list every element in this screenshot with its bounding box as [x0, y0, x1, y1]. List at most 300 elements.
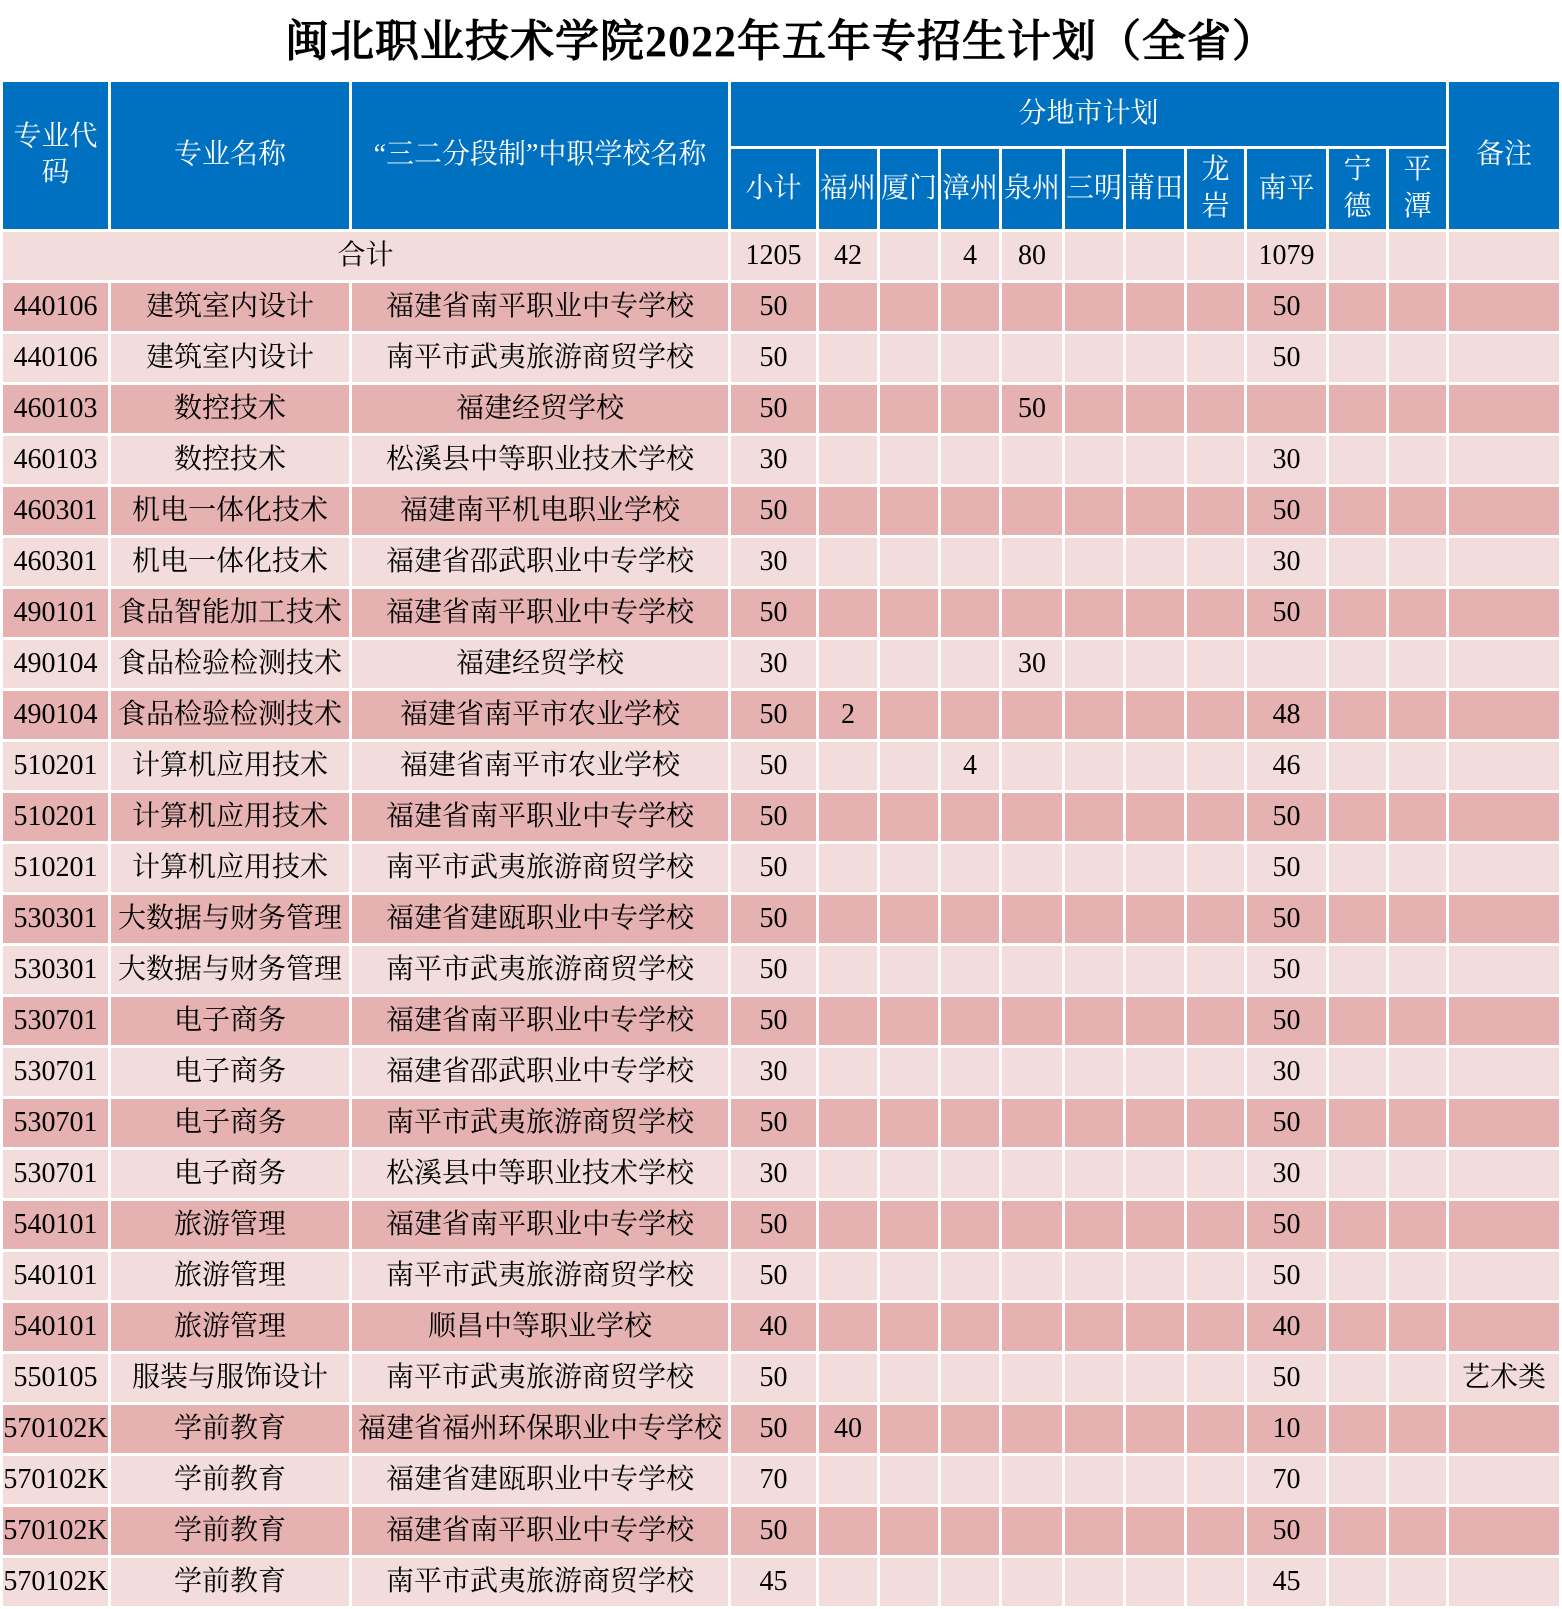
- city-value-cell: [880, 436, 938, 484]
- city-value-cell: 30: [731, 640, 816, 688]
- school-name-cell: 福建省福州环保职业中专学校: [352, 1405, 728, 1453]
- city-value-cell: [1389, 1048, 1446, 1096]
- city-value-cell: [1002, 487, 1062, 535]
- city-value-cell: [941, 640, 999, 688]
- city-value-cell: 70: [731, 1456, 816, 1504]
- city-value-cell: [1126, 946, 1184, 994]
- city-value-cell: [1329, 487, 1386, 535]
- city-value-cell: [1002, 283, 1062, 331]
- city-value-cell: [880, 1558, 938, 1606]
- table-row: [3, 1456, 1559, 1504]
- major-code-cell: 570102K: [3, 1558, 108, 1606]
- table-row: [3, 1354, 1559, 1402]
- city-value-cell: [880, 1405, 938, 1453]
- table-row: [3, 1558, 1559, 1606]
- city-value-cell: [1329, 334, 1386, 382]
- table-row: [3, 1201, 1559, 1249]
- city-value-cell: [1002, 1456, 1062, 1504]
- city-value-cell: 50: [731, 1252, 816, 1300]
- city-value-cell: [1187, 589, 1244, 637]
- city-value-cell: [1187, 1048, 1244, 1096]
- major-code-cell: 550105: [3, 1354, 108, 1402]
- city-value-cell: [1187, 742, 1244, 790]
- city-value-cell: [880, 640, 938, 688]
- city-value-cell: [1002, 1099, 1062, 1147]
- col-header-city-2: 厦门: [880, 149, 938, 229]
- school-name-cell: 南平市武夷旅游商贸学校: [352, 1558, 728, 1606]
- remark-cell: [1449, 334, 1559, 382]
- city-value-cell: [1126, 1201, 1184, 1249]
- city-value-cell: [941, 997, 999, 1045]
- table-row: [3, 589, 1559, 637]
- col-header-remark: 备注: [1449, 82, 1559, 229]
- city-value-cell: [1002, 1252, 1062, 1300]
- city-value-cell: [819, 1303, 877, 1351]
- city-value-cell: [819, 895, 877, 943]
- header-row-top: [3, 82, 1559, 146]
- table-row: [3, 895, 1559, 943]
- city-value-cell: [880, 283, 938, 331]
- city-value-cell: 30: [1002, 640, 1062, 688]
- city-value-cell: [1126, 283, 1184, 331]
- city-value-cell: [1187, 1303, 1244, 1351]
- city-value-cell: [1389, 589, 1446, 637]
- school-name-cell: 福建省南平职业中专学校: [352, 1201, 728, 1249]
- city-value-cell: [1002, 946, 1062, 994]
- city-value-cell: [1065, 283, 1123, 331]
- remark-cell: [1449, 283, 1559, 331]
- city-value-cell: 50: [731, 793, 816, 841]
- school-name-cell: 福建省南平职业中专学校: [352, 1507, 728, 1555]
- major-code-cell: 530701: [3, 1048, 108, 1096]
- total-city-value-cell: [880, 232, 938, 280]
- city-value-cell: [819, 793, 877, 841]
- remark-cell: [1449, 385, 1559, 433]
- city-value-cell: [1065, 1303, 1123, 1351]
- city-value-cell: [1329, 1048, 1386, 1096]
- table-row: [3, 1048, 1559, 1096]
- city-value-cell: 30: [1247, 436, 1326, 484]
- city-value-cell: 50: [731, 1354, 816, 1402]
- city-value-cell: [1002, 997, 1062, 1045]
- school-name-cell: 南平市武夷旅游商贸学校: [352, 844, 728, 892]
- city-value-cell: [1187, 1507, 1244, 1555]
- major-name-cell: 机电一体化技术: [111, 487, 349, 535]
- city-value-cell: [1126, 385, 1184, 433]
- school-name-cell: 福建省建瓯职业中专学校: [352, 1456, 728, 1504]
- city-value-cell: [1002, 1354, 1062, 1402]
- city-value-cell: [819, 640, 877, 688]
- city-value-cell: [1329, 640, 1386, 688]
- city-value-cell: 30: [731, 436, 816, 484]
- col-header-city-8: 南平: [1247, 149, 1326, 229]
- city-value-cell: [941, 1303, 999, 1351]
- city-value-cell: 50: [731, 283, 816, 331]
- city-value-cell: [1389, 1507, 1446, 1555]
- city-value-cell: [1187, 1354, 1244, 1402]
- city-value-cell: [1065, 691, 1123, 739]
- city-value-cell: [880, 1201, 938, 1249]
- city-value-cell: 30: [1247, 538, 1326, 586]
- city-value-cell: [941, 283, 999, 331]
- school-name-cell: 福建经贸学校: [352, 385, 728, 433]
- total-city-value-cell: 42: [819, 232, 877, 280]
- major-code-cell: 530701: [3, 997, 108, 1045]
- city-value-cell: [1126, 1099, 1184, 1147]
- city-value-cell: 50: [731, 895, 816, 943]
- total-city-value-cell: [1126, 232, 1184, 280]
- city-value-cell: [880, 1456, 938, 1504]
- remark-cell: [1449, 640, 1559, 688]
- city-value-cell: [819, 1048, 877, 1096]
- table-row: [3, 538, 1559, 586]
- city-value-cell: [1187, 1456, 1244, 1504]
- col-header-city-4: 泉州: [1002, 149, 1062, 229]
- enrollment-plan-table: [0, 79, 1562, 1609]
- city-value-cell: [1002, 1303, 1062, 1351]
- city-value-cell: 50: [1247, 334, 1326, 382]
- major-code-cell: 510201: [3, 742, 108, 790]
- table-row: [3, 946, 1559, 994]
- col-header-city-plan-group: 分地市计划: [731, 82, 1446, 146]
- remark-cell: [1449, 589, 1559, 637]
- city-value-cell: [1187, 1201, 1244, 1249]
- remark-cell: [1449, 487, 1559, 535]
- table-row: [3, 385, 1559, 433]
- city-value-cell: [1065, 640, 1123, 688]
- total-city-value-cell: [1329, 232, 1386, 280]
- city-value-cell: [1187, 997, 1244, 1045]
- col-header-city-7: 龙岩: [1187, 149, 1244, 229]
- city-value-cell: [1389, 1354, 1446, 1402]
- city-value-cell: [1389, 1456, 1446, 1504]
- city-value-cell: [1002, 691, 1062, 739]
- remark-cell: [1449, 1048, 1559, 1096]
- total-city-value-cell: [1389, 232, 1446, 280]
- city-value-cell: [1065, 385, 1123, 433]
- city-value-cell: [1329, 1354, 1386, 1402]
- major-name-cell: 电子商务: [111, 997, 349, 1045]
- table-row: [3, 1405, 1559, 1453]
- city-value-cell: 30: [1247, 1048, 1326, 1096]
- major-name-cell: 大数据与财务管理: [111, 895, 349, 943]
- city-value-cell: [1065, 334, 1123, 382]
- table-row: [3, 1252, 1559, 1300]
- city-value-cell: [1002, 1558, 1062, 1606]
- city-value-cell: [941, 538, 999, 586]
- city-value-cell: [880, 1150, 938, 1198]
- col-header-major-name: 专业名称: [111, 82, 349, 229]
- city-value-cell: [1389, 436, 1446, 484]
- city-value-cell: [941, 844, 999, 892]
- city-value-cell: [819, 1354, 877, 1402]
- major-code-cell: 460301: [3, 538, 108, 586]
- city-value-cell: [1329, 742, 1386, 790]
- city-value-cell: [1126, 844, 1184, 892]
- city-value-cell: [941, 334, 999, 382]
- col-header-city-6: 莆田: [1126, 149, 1184, 229]
- col-header-school-name: “三二分段制”中职学校名称: [352, 82, 728, 229]
- city-value-cell: [1065, 436, 1123, 484]
- city-value-cell: [1187, 487, 1244, 535]
- remark-cell: [1449, 1099, 1559, 1147]
- major-code-cell: 540101: [3, 1201, 108, 1249]
- remark-cell: [1449, 691, 1559, 739]
- city-value-cell: 50: [1247, 487, 1326, 535]
- major-code-cell: 460103: [3, 436, 108, 484]
- city-value-cell: 30: [1247, 1150, 1326, 1198]
- major-name-cell: 机电一体化技术: [111, 538, 349, 586]
- city-value-cell: 40: [731, 1303, 816, 1351]
- city-value-cell: 50: [1247, 283, 1326, 331]
- city-value-cell: [1002, 742, 1062, 790]
- table-row: [3, 640, 1559, 688]
- col-header-city-3: 漳州: [941, 149, 999, 229]
- remark-cell: [1449, 538, 1559, 586]
- major-code-cell: 490104: [3, 640, 108, 688]
- city-value-cell: 50: [1247, 1354, 1326, 1402]
- major-name-cell: 大数据与财务管理: [111, 946, 349, 994]
- major-code-cell: 460301: [3, 487, 108, 535]
- table-row: [3, 436, 1559, 484]
- city-value-cell: [1065, 793, 1123, 841]
- city-value-cell: 50: [1247, 946, 1326, 994]
- remark-cell: [1449, 1303, 1559, 1351]
- table-row: [3, 691, 1559, 739]
- city-value-cell: [880, 1303, 938, 1351]
- table-row: [3, 844, 1559, 892]
- city-value-cell: [1002, 895, 1062, 943]
- city-value-cell: [880, 1252, 938, 1300]
- city-value-cell: [1126, 793, 1184, 841]
- city-value-cell: [880, 385, 938, 433]
- table-row: [3, 487, 1559, 535]
- city-value-cell: [1126, 487, 1184, 535]
- table-row: [3, 334, 1559, 382]
- city-value-cell: [1389, 640, 1446, 688]
- city-value-cell: [880, 742, 938, 790]
- city-value-cell: [1126, 436, 1184, 484]
- major-name-cell: 旅游管理: [111, 1201, 349, 1249]
- city-value-cell: [1002, 334, 1062, 382]
- major-name-cell: 学前教育: [111, 1456, 349, 1504]
- major-code-cell: 530301: [3, 946, 108, 994]
- city-value-cell: 50: [731, 997, 816, 1045]
- total-remark-cell: [1449, 232, 1559, 280]
- city-value-cell: [1389, 997, 1446, 1045]
- city-value-cell: 50: [1247, 1507, 1326, 1555]
- city-value-cell: [1389, 283, 1446, 331]
- city-value-cell: 50: [731, 385, 816, 433]
- remark-cell: [1449, 1558, 1559, 1606]
- city-value-cell: [941, 1507, 999, 1555]
- major-name-cell: 食品检验检测技术: [111, 691, 349, 739]
- city-value-cell: 50: [1247, 895, 1326, 943]
- major-code-cell: 530701: [3, 1099, 108, 1147]
- school-name-cell: 福建省南平职业中专学校: [352, 793, 728, 841]
- city-value-cell: [941, 895, 999, 943]
- major-name-cell: 电子商务: [111, 1150, 349, 1198]
- city-value-cell: [1126, 1354, 1184, 1402]
- remark-cell: [1449, 742, 1559, 790]
- table-header: [3, 82, 1559, 229]
- city-value-cell: [1389, 895, 1446, 943]
- city-value-cell: [941, 1252, 999, 1300]
- school-name-cell: 福建省建瓯职业中专学校: [352, 895, 728, 943]
- major-name-cell: 电子商务: [111, 1048, 349, 1096]
- major-code-cell: 540101: [3, 1252, 108, 1300]
- city-value-cell: 50: [1247, 844, 1326, 892]
- city-value-cell: [941, 1099, 999, 1147]
- city-value-cell: 50: [1002, 385, 1062, 433]
- city-value-cell: 2: [819, 691, 877, 739]
- city-value-cell: 50: [1247, 997, 1326, 1045]
- city-value-cell: 4: [941, 742, 999, 790]
- city-value-cell: [1187, 1252, 1244, 1300]
- city-value-cell: [819, 1252, 877, 1300]
- city-value-cell: [1002, 1201, 1062, 1249]
- city-value-cell: [1065, 1099, 1123, 1147]
- city-value-cell: 30: [731, 1150, 816, 1198]
- major-name-cell: 电子商务: [111, 1099, 349, 1147]
- city-value-cell: [1329, 1558, 1386, 1606]
- city-value-cell: [1187, 436, 1244, 484]
- city-value-cell: [819, 589, 877, 637]
- major-code-cell: 510201: [3, 793, 108, 841]
- city-value-cell: [1389, 946, 1446, 994]
- city-value-cell: 50: [731, 1201, 816, 1249]
- city-value-cell: [1247, 640, 1326, 688]
- school-name-cell: 福建省邵武职业中专学校: [352, 538, 728, 586]
- school-name-cell: 南平市武夷旅游商贸学校: [352, 1099, 728, 1147]
- city-value-cell: [1329, 946, 1386, 994]
- city-value-cell: [819, 538, 877, 586]
- city-value-cell: [1126, 1558, 1184, 1606]
- major-code-cell: 570102K: [3, 1405, 108, 1453]
- city-value-cell: [1065, 1354, 1123, 1402]
- city-value-cell: [1002, 1507, 1062, 1555]
- table-row: [3, 1150, 1559, 1198]
- col-header-city-9: 宁德: [1329, 149, 1386, 229]
- city-value-cell: [1187, 946, 1244, 994]
- city-value-cell: [1065, 1405, 1123, 1453]
- city-value-cell: 50: [1247, 1201, 1326, 1249]
- city-value-cell: [941, 385, 999, 433]
- school-name-cell: 顺昌中等职业学校: [352, 1303, 728, 1351]
- table-row: [3, 742, 1559, 790]
- col-header-city-10: 平潭: [1389, 149, 1446, 229]
- city-value-cell: [1002, 1405, 1062, 1453]
- city-value-cell: [1389, 742, 1446, 790]
- city-value-cell: [1065, 1201, 1123, 1249]
- city-value-cell: [1329, 385, 1386, 433]
- city-value-cell: [1126, 538, 1184, 586]
- city-value-cell: [819, 1558, 877, 1606]
- page-title: 闽北职业技术学院2022年五年专招生计划（全省）: [285, 17, 1277, 66]
- city-value-cell: [1187, 334, 1244, 382]
- city-value-cell: [819, 1150, 877, 1198]
- city-value-cell: [1389, 1099, 1446, 1147]
- city-value-cell: 50: [731, 334, 816, 382]
- city-value-cell: [1065, 1558, 1123, 1606]
- city-value-cell: 50: [1247, 1252, 1326, 1300]
- city-value-cell: [819, 334, 877, 382]
- total-city-value-cell: 1205: [731, 232, 816, 280]
- major-name-cell: 学前教育: [111, 1405, 349, 1453]
- city-value-cell: [1389, 334, 1446, 382]
- school-name-cell: 南平市武夷旅游商贸学校: [352, 946, 728, 994]
- table-row: [3, 997, 1559, 1045]
- city-value-cell: [1065, 1456, 1123, 1504]
- city-value-cell: [819, 1507, 877, 1555]
- remark-cell: [1449, 895, 1559, 943]
- city-value-cell: [941, 1201, 999, 1249]
- city-value-cell: [941, 487, 999, 535]
- city-value-cell: 45: [731, 1558, 816, 1606]
- city-value-cell: [1002, 793, 1062, 841]
- city-value-cell: [880, 844, 938, 892]
- remark-cell: [1449, 1405, 1559, 1453]
- city-value-cell: [1065, 844, 1123, 892]
- city-value-cell: [1329, 589, 1386, 637]
- city-value-cell: 48: [1247, 691, 1326, 739]
- table-row: [3, 1507, 1559, 1555]
- city-value-cell: 10: [1247, 1405, 1326, 1453]
- city-value-cell: [941, 1405, 999, 1453]
- city-value-cell: [880, 1099, 938, 1147]
- city-value-cell: 50: [1247, 793, 1326, 841]
- total-row-label: 合计: [3, 232, 728, 280]
- city-value-cell: [941, 589, 999, 637]
- city-value-cell: 50: [731, 487, 816, 535]
- city-value-cell: 50: [731, 946, 816, 994]
- city-value-cell: [941, 793, 999, 841]
- city-value-cell: [1187, 1405, 1244, 1453]
- city-value-cell: 50: [731, 1507, 816, 1555]
- remark-cell: [1449, 1150, 1559, 1198]
- major-name-cell: 学前教育: [111, 1558, 349, 1606]
- city-value-cell: [1002, 844, 1062, 892]
- major-name-cell: 数控技术: [111, 385, 349, 433]
- city-value-cell: [1065, 946, 1123, 994]
- city-value-cell: [819, 385, 877, 433]
- city-value-cell: [941, 1354, 999, 1402]
- city-value-cell: [1126, 334, 1184, 382]
- city-value-cell: [941, 1456, 999, 1504]
- city-value-cell: 50: [731, 844, 816, 892]
- city-value-cell: 50: [1247, 589, 1326, 637]
- city-value-cell: [1126, 640, 1184, 688]
- school-name-cell: 南平市武夷旅游商贸学校: [352, 1252, 728, 1300]
- city-value-cell: [1065, 1252, 1123, 1300]
- major-name-cell: 学前教育: [111, 1507, 349, 1555]
- city-value-cell: [1002, 436, 1062, 484]
- city-value-cell: [1329, 1303, 1386, 1351]
- major-code-cell: 440106: [3, 334, 108, 382]
- table-row: [3, 793, 1559, 841]
- city-value-cell: [1329, 283, 1386, 331]
- city-value-cell: [1389, 487, 1446, 535]
- city-value-cell: [1389, 793, 1446, 841]
- city-value-cell: [941, 1150, 999, 1198]
- major-name-cell: 服装与服饰设计: [111, 1354, 349, 1402]
- city-value-cell: 45: [1247, 1558, 1326, 1606]
- city-value-cell: [1389, 1303, 1446, 1351]
- city-value-cell: [1329, 1507, 1386, 1555]
- city-value-cell: 50: [731, 742, 816, 790]
- city-value-cell: [819, 1456, 877, 1504]
- city-value-cell: [1329, 1252, 1386, 1300]
